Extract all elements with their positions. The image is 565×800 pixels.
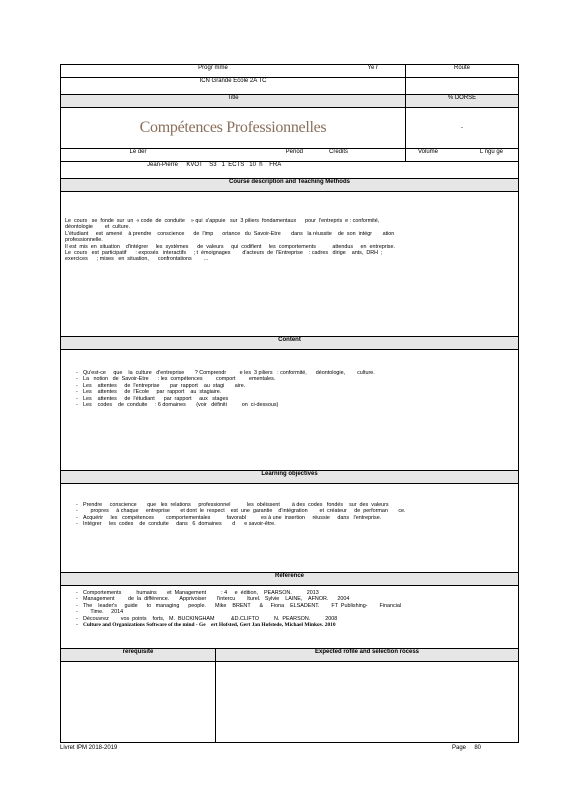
list-item: - Les codes de conduite : 6 domaines (voir définiti on ci-dessous) [83, 402, 514, 408]
profile-value [216, 662, 519, 743]
list-item: - Les attentes de l'entreprise par rapport au stagi aire. [83, 383, 514, 389]
year-label: Ye r [367, 65, 378, 71]
leader-label: Le der [129, 149, 147, 155]
list-item: - propres à chaque entreprise et dont le respect est une garantie d'intégration et créateur de performan ce. [83, 508, 514, 514]
period-label: Period [285, 149, 303, 155]
list-item: - Comportements humains et Management : 4 e édition, PEARSON. 2013 [83, 590, 514, 596]
route-value [406, 78, 519, 95]
list-item: - Prendre conscience que les relations professionnel les obéissent à des codes fondés sur des valeurs [83, 502, 514, 508]
leader-value [61, 162, 519, 179]
programme-year-header [61, 65, 406, 78]
description-line: Le cours se fonde sur un « code de conduite » qui s'appuie sur 3 piliers fondamentaux pour l'entrepris e : conformité, [65, 218, 380, 224]
reference-title: Référence [61, 573, 519, 586]
list-item: - Management de la différence. Apprivoiser l'intercu lturel. Sylvie LAINE, AFNOR. 2004 [83, 596, 514, 602]
objectives-body [61, 484, 519, 573]
volume-language-header [406, 149, 519, 162]
leader-line: Jean-Pierre KVOT S3 1 ECTS 10 h FRA [147, 162, 282, 168]
description-line: professionnelle. [65, 237, 103, 244]
list-item: - Découvrez vos points forts, M. BUCKINGHAM &D.CLIFTO N. PEARSON. 2008 [83, 616, 514, 622]
reference-list [65, 590, 514, 628]
description-line: Il est mis en situation d'intégrer les systèmes de valeurs qui codifient les comportements attendus en entreprise. [65, 243, 396, 250]
list-item: - Acquérir les compétences comportementales favorabl es à une insertion réussie dans l'entreprise. [83, 515, 514, 521]
description-line: exercices ; mises en situation, confrontations ... [65, 256, 209, 263]
list-item: - Intégrer les codes de conduite dans 6 domaines d e savoir-être. [83, 521, 514, 527]
credits-label: Credits [328, 149, 348, 155]
list-item: - Les attentes de l'Ecole par rapport au stagiaire. [83, 389, 514, 395]
prerequisite-value [61, 662, 216, 743]
list-item: - The leader's guide to managing people. Mike BRENT & Fiona ELSADENT. FT Publishing- Financial [83, 603, 514, 609]
content-list [65, 370, 514, 408]
description-title: Course description and Teaching Methods [61, 179, 519, 192]
list-item: - Time. 2014 [83, 609, 514, 615]
description-line: L'étudiant est amené à prendre conscience de l'imp ortance du Savoir-Etre dans la réussite de son intégr ation [65, 230, 395, 237]
course-title: Compétences Professionnelles [139, 119, 327, 136]
title-cell [61, 108, 406, 149]
content-title: Content [61, 337, 519, 350]
description-line: Le cours est participatif : exposés interactifs ; t émoignages d'acteurs de l'Entreprise : cadres dirige ants, DRH ; [65, 250, 383, 257]
list-item: - Qu'est-ce que la culture d'entreprise ? Comprendr e les 3 piliers : conformité, déontologie, culture. [83, 370, 514, 376]
objectives-title: Learning objectives [61, 471, 519, 484]
content-body [61, 350, 519, 471]
title-label: Title [61, 95, 406, 108]
leader-period-credits-header [61, 149, 406, 162]
volume-label: Volume [418, 149, 439, 155]
language-label: L ngu ge [479, 149, 504, 155]
prerequisite-label: rerequisite [61, 649, 216, 662]
objectives-list [65, 502, 514, 528]
list-item: - La notion de Savoir-Etre : les compétences comport ementales. [83, 376, 514, 382]
description-body [61, 192, 519, 337]
route-label: Route [406, 65, 519, 78]
dorse-label: % DORSE [406, 95, 519, 108]
reference-body [61, 586, 519, 649]
programme-value: ICN Grande Ecole 2A TC [61, 78, 406, 95]
profile-label: Expected rofile and selection rocess [216, 649, 519, 662]
list-item: - Culture and Organizations Software of the mind - Ge ert Hofsted, Gert Jan Hofstede, Michael Minkov. 2010 [83, 622, 514, 628]
footer-booklet: Livret IPM 2018-2019 [60, 745, 118, 751]
list-item: - Les attentes de l'étudiant par rapport aux stages [83, 396, 514, 402]
footer-page-number: Page 80 [452, 745, 482, 751]
programme-label: Progr mme [198, 65, 228, 71]
dorse-value: - [406, 108, 519, 149]
course-sheet [60, 64, 519, 743]
description-line: déontologie et culture. [65, 224, 131, 231]
